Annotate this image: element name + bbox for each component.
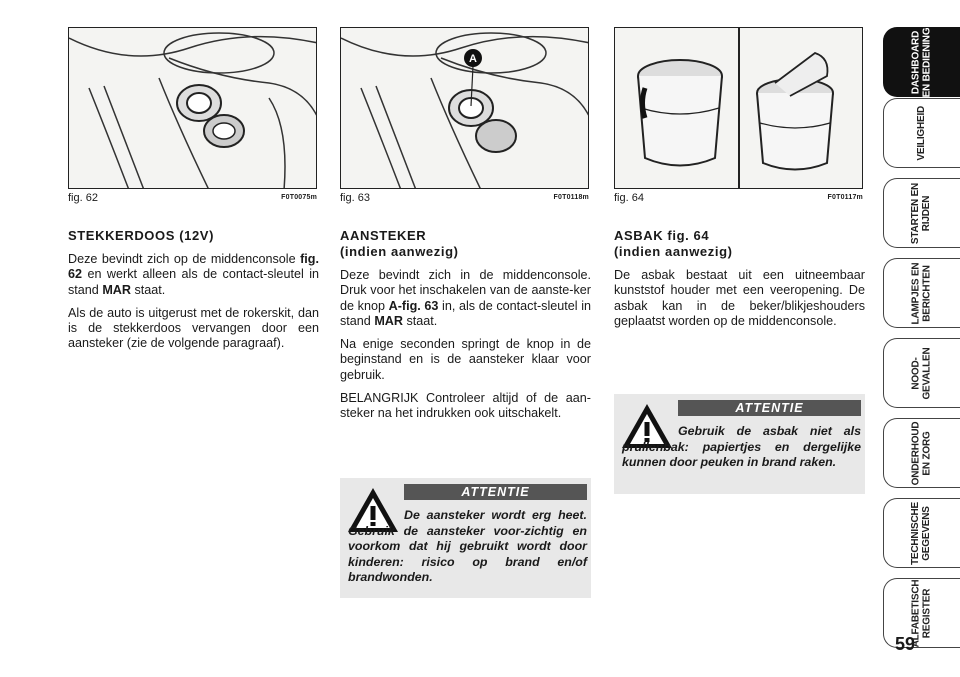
- figure-label: fig. 63: [340, 192, 370, 204]
- tab-maintenance[interactable]: ONDERHOUD EN ZORG: [883, 418, 960, 488]
- column-ashtray: [614, 228, 865, 337]
- marker-a-label: A: [469, 53, 477, 65]
- warning-text: Gebruik de asbak niet als prullenbak: papiertjes en dergelijke kunnen door peuken in brand raken.: [622, 424, 861, 469]
- section-heading: AANSTEKER (indien aanwezig): [340, 228, 459, 259]
- warning-box-ashtray: [614, 394, 865, 494]
- tab-dashboard[interactable]: DASHBOARD EN BEDIENING: [883, 27, 960, 97]
- ashtray-illustration: [615, 28, 863, 189]
- tab-emergencies[interactable]: NOOD- GEVALLEN: [883, 338, 960, 408]
- figure-64: [614, 27, 863, 189]
- figure-label: fig. 62: [68, 192, 98, 204]
- warning-title: ATTENTIE: [404, 484, 587, 500]
- paragraph: De asbak bestaat uit een uitneembaar kunststof houder met een veeropening. De asbak kan in de beker/blikjeshouders geplaatst worden op de middenconsole.: [614, 268, 865, 328]
- tab-index[interactable]: ALFABETISCH REGISTER: [883, 578, 960, 648]
- tab-starting-driving[interactable]: STARTEN EN RIJDEN: [883, 178, 960, 248]
- section-heading: STEKKERDOOS (12V): [68, 228, 215, 243]
- figure-code: F0T0075m: [281, 194, 317, 201]
- socket-illustration: [69, 28, 317, 189]
- warning-title: ATTENTIE: [678, 400, 861, 416]
- warning-text: De aansteker wordt erg heet. Gebruik de aansteker voor-zichtig en voorkom dat hij gebruikt wordt door kinderen: risico op brand en/of brandwonden.: [348, 508, 587, 584]
- tab-warning-lights[interactable]: LAMPJES EN BERICHTEN: [883, 258, 960, 328]
- paragraph: Deze bevindt zich op de middenconsole fig. 62 en werkt alleen als de contact-sleutel in stand MAR staat.: [68, 252, 319, 297]
- section-heading: ASBAK fig. 64 (indien aanwezig): [614, 228, 733, 259]
- tab-safety[interactable]: VEILIGHEID: [883, 98, 960, 168]
- column-lighter: [340, 228, 591, 430]
- paragraph: Na enige seconden springt de knop in de beginstand en is de aansteker klaar voor gebruik.: [340, 337, 591, 382]
- figure-62: [68, 27, 317, 189]
- page-number: 59: [895, 634, 916, 654]
- tab-technical-data[interactable]: TECHNISCHE GEGEVENS: [883, 498, 960, 568]
- paragraph: BELANGRIJK Controleer altijd of de aan-steker na het indrukken ook uitschakelt.: [340, 391, 591, 421]
- figure-label: fig. 64: [614, 192, 644, 204]
- paragraph: Deze bevindt zich in de middenconsole. Druk voor het inschakelen van de aanste-ker de knop A-fig. 63 in, als de contact-sleutel in stand MAR staat.: [340, 268, 592, 328]
- column-socket: [68, 228, 319, 360]
- figure-code: F0T0117m: [827, 194, 863, 201]
- paragraph: Als de auto is uitgerust met de rokerskit, dan is de stekkerdoos vervangen door een aansteker (zie de volgende paragraaf).: [68, 305, 319, 351]
- figure-code: F0T0118m: [553, 194, 589, 201]
- figure-63: [340, 27, 589, 189]
- warning-box-lighter: [340, 478, 591, 598]
- lighter-illustration: [341, 28, 589, 189]
